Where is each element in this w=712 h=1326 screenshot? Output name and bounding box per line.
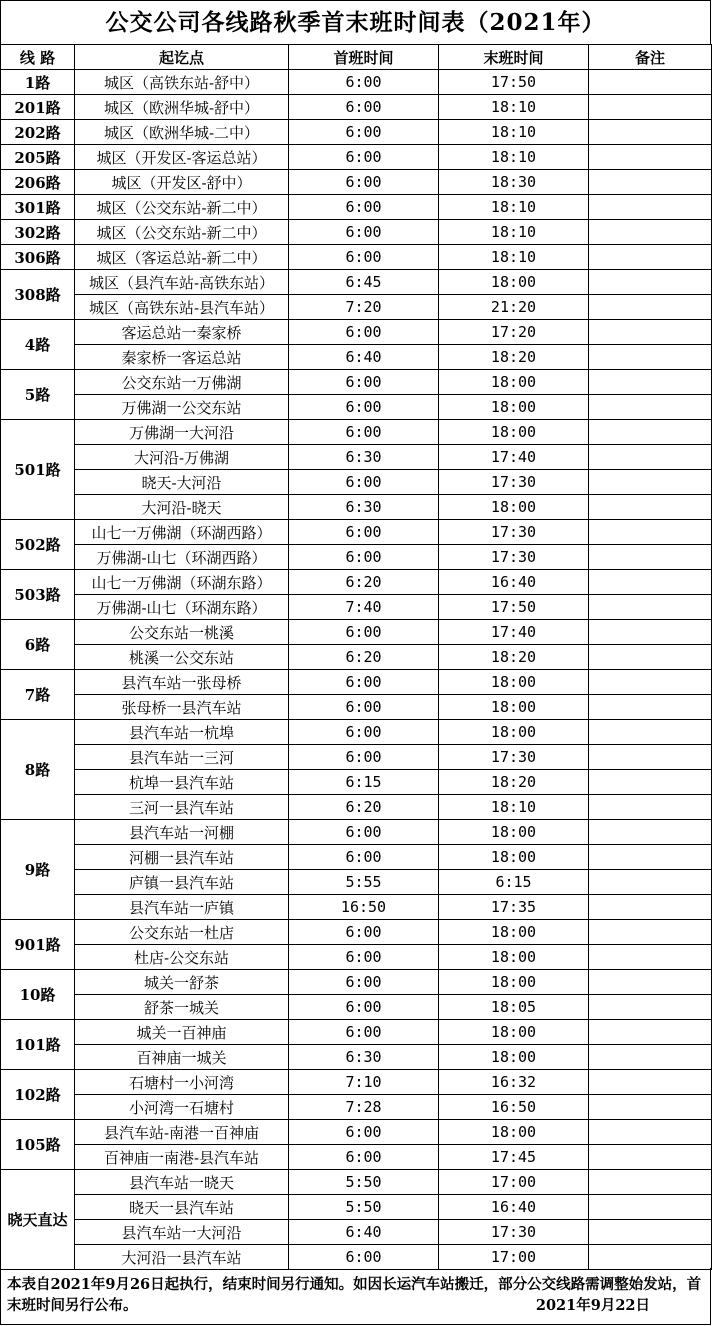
table-row (1, 995, 712, 1020)
note-cell (589, 1145, 712, 1170)
last-bus-cell: 18:10 (439, 145, 589, 170)
line-cell: 503路 (1, 570, 75, 620)
header-note: 备注 (589, 45, 712, 70)
last-bus-cell: 18:00 (439, 920, 589, 945)
last-bus-cell: 17:30 (439, 745, 589, 770)
last-bus-cell: 18:10 (439, 795, 589, 820)
route-cell: 舒茶一城关 (75, 995, 289, 1020)
note-cell (589, 320, 712, 345)
route-cell: 城区（欧洲华城-二中） (75, 120, 289, 145)
first-bus-cell: 6:00 (289, 320, 439, 345)
first-bus-cell: 6:20 (289, 795, 439, 820)
first-bus-cell: 6:00 (289, 1120, 439, 1145)
route-cell: 庐镇一县汽车站 (75, 870, 289, 895)
table-row (1, 345, 712, 370)
first-bus-cell: 6:15 (289, 770, 439, 795)
first-bus-cell: 6:00 (289, 995, 439, 1020)
line-cell: 206路 (1, 170, 75, 195)
last-bus-cell: 17:40 (439, 620, 589, 645)
first-bus-cell: 6:00 (289, 145, 439, 170)
note-cell (589, 345, 712, 370)
route-cell: 大河沿-晓天 (75, 495, 289, 520)
route-cell: 客运总站一秦家桥 (75, 320, 289, 345)
table-row (1, 70, 712, 95)
note-cell (589, 120, 712, 145)
note-cell (589, 795, 712, 820)
first-bus-cell: 6:00 (289, 120, 439, 145)
first-bus-cell: 6:00 (289, 695, 439, 720)
first-bus-cell: 7:28 (289, 1095, 439, 1120)
table-row (1, 195, 712, 220)
route-cell: 城区（公交东站-新二中） (75, 195, 289, 220)
last-bus-cell: 18:05 (439, 995, 589, 1020)
route-cell: 县汽车站一庐镇 (75, 895, 289, 920)
note-cell (589, 1120, 712, 1145)
table-row (1, 1245, 712, 1270)
first-bus-cell: 6:30 (289, 1045, 439, 1070)
last-bus-cell: 17:00 (439, 1245, 589, 1270)
line-cell: 302路 (1, 220, 75, 245)
first-bus-cell: 6:40 (289, 1220, 439, 1245)
note-cell (589, 70, 712, 95)
last-bus-cell: 18:00 (439, 1045, 589, 1070)
note-cell (589, 545, 712, 570)
header-last-bus: 末班时间 (439, 45, 589, 70)
line-cell: 202路 (1, 120, 75, 145)
route-cell: 秦家桥一客运总站 (75, 345, 289, 370)
route-cell: 山七一万佛湖（环湖东路） (75, 570, 289, 595)
table-row (1, 670, 712, 695)
route-cell: 公交东站一杜店 (75, 920, 289, 945)
line-cell: 502路 (1, 520, 75, 570)
header-route: 起讫点 (75, 45, 289, 70)
note-cell (589, 295, 712, 320)
footer-note (0, 1268, 711, 1325)
table-row (1, 295, 712, 320)
table-row (1, 220, 712, 245)
table-row (1, 370, 712, 395)
table-row (1, 1145, 712, 1170)
last-bus-cell: 18:00 (439, 970, 589, 995)
last-bus-cell: 6:15 (439, 870, 589, 895)
route-cell: 山七一万佛湖（环湖西路） (75, 520, 289, 545)
last-bus-cell: 18:00 (439, 395, 589, 420)
first-bus-cell: 6:00 (289, 195, 439, 220)
table-row (1, 895, 712, 920)
note-cell (589, 195, 712, 220)
last-bus-cell: 17:30 (439, 470, 589, 495)
header-line: 线 路 (1, 45, 75, 70)
route-cell: 县汽车站-南港一百神庙 (75, 1120, 289, 1145)
note-cell (589, 245, 712, 270)
note-cell (589, 445, 712, 470)
last-bus-cell: 18:00 (439, 695, 589, 720)
note-cell (589, 470, 712, 495)
note-cell (589, 395, 712, 420)
note-cell (589, 520, 712, 545)
last-bus-cell: 18:10 (439, 195, 589, 220)
first-bus-cell: 6:00 (289, 170, 439, 195)
first-bus-cell: 7:20 (289, 295, 439, 320)
first-bus-cell: 5:50 (289, 1170, 439, 1195)
last-bus-cell: 18:00 (439, 845, 589, 870)
table-row (1, 545, 712, 570)
route-cell: 县汽车站一大河沿 (75, 1220, 289, 1245)
route-cell: 杜店-公交东站 (75, 945, 289, 970)
route-cell: 城区（客运总站-新二中） (75, 245, 289, 270)
last-bus-cell: 17:30 (439, 1220, 589, 1245)
note-cell (589, 370, 712, 395)
line-cell: 901路 (1, 920, 75, 970)
note-cell (589, 695, 712, 720)
last-bus-cell: 17:30 (439, 520, 589, 545)
note-cell (589, 1220, 712, 1245)
table-row (1, 170, 712, 195)
header-first-bus: 首班时间 (289, 45, 439, 70)
route-cell: 城区（高铁东站-舒中） (75, 70, 289, 95)
timetable (0, 44, 712, 1270)
table-row (1, 870, 712, 895)
footer-notice: 本表自2021年9月26日起执行，结束时间另行通知。如因长运汽车站搬迁，部分公交线路需调整始发站，首末班时间另行公布。 (7, 1276, 702, 1314)
table-row (1, 1020, 712, 1045)
last-bus-cell: 18:00 (439, 945, 589, 970)
last-bus-cell: 17:00 (439, 1170, 589, 1195)
first-bus-cell: 6:00 (289, 220, 439, 245)
route-cell: 城区（开发区-客运总站） (75, 145, 289, 170)
last-bus-cell: 18:10 (439, 120, 589, 145)
table-row (1, 95, 712, 120)
last-bus-cell: 18:00 (439, 420, 589, 445)
last-bus-cell: 17:50 (439, 70, 589, 95)
line-cell: 102路 (1, 1070, 75, 1120)
first-bus-cell: 6:00 (289, 945, 439, 970)
note-cell (589, 170, 712, 195)
first-bus-cell: 6:00 (289, 370, 439, 395)
first-bus-cell: 6:00 (289, 470, 439, 495)
note-cell (589, 870, 712, 895)
note-cell (589, 770, 712, 795)
line-cell: 8路 (1, 720, 75, 820)
route-cell: 晓天一县汽车站 (75, 1195, 289, 1220)
first-bus-cell: 6:20 (289, 570, 439, 595)
last-bus-cell: 16:40 (439, 1195, 589, 1220)
note-cell (589, 420, 712, 445)
first-bus-cell: 6:00 (289, 845, 439, 870)
note-cell (589, 945, 712, 970)
header-row (1, 45, 712, 70)
table-row (1, 270, 712, 295)
table-row (1, 745, 712, 770)
note-cell (589, 1070, 712, 1095)
note-cell (589, 1020, 712, 1045)
first-bus-cell: 6:00 (289, 70, 439, 95)
route-cell: 万佛湖-山七（环湖东路） (75, 595, 289, 620)
first-bus-cell: 6:00 (289, 395, 439, 420)
first-bus-cell: 6:00 (289, 520, 439, 545)
line-cell: 308路 (1, 270, 75, 320)
table-row (1, 720, 712, 745)
page-title: 公交公司各线路秋季首末班时间表（2021年） (0, 0, 711, 44)
table-row (1, 945, 712, 970)
table-row (1, 1120, 712, 1145)
last-bus-cell: 17:20 (439, 320, 589, 345)
first-bus-cell: 6:00 (289, 1145, 439, 1170)
table-row (1, 1170, 712, 1195)
route-cell: 公交东站一万佛湖 (75, 370, 289, 395)
table-row (1, 695, 712, 720)
line-cell: 105路 (1, 1120, 75, 1170)
route-cell: 城区（公交东站-新二中） (75, 220, 289, 245)
route-cell: 城区（开发区-舒中） (75, 170, 289, 195)
note-cell (589, 1095, 712, 1120)
table-row (1, 1195, 712, 1220)
note-cell (589, 645, 712, 670)
note-cell (589, 1045, 712, 1070)
last-bus-cell: 18:00 (439, 270, 589, 295)
first-bus-cell: 6:30 (289, 445, 439, 470)
line-cell: 501路 (1, 420, 75, 520)
table-row (1, 620, 712, 645)
route-cell: 杭埠一县汽车站 (75, 770, 289, 795)
line-cell: 205路 (1, 145, 75, 170)
table-row (1, 845, 712, 870)
note-cell (589, 970, 712, 995)
line-cell: 10路 (1, 970, 75, 1020)
first-bus-cell: 6:00 (289, 545, 439, 570)
route-cell: 百神庙一南港-县汽车站 (75, 1145, 289, 1170)
line-cell: 201路 (1, 95, 75, 120)
line-cell: 5路 (1, 370, 75, 420)
last-bus-cell: 18:00 (439, 495, 589, 520)
note-cell (589, 95, 712, 120)
first-bus-cell: 6:20 (289, 645, 439, 670)
note-cell (589, 920, 712, 945)
note-cell (589, 845, 712, 870)
line-cell: 101路 (1, 1020, 75, 1070)
route-cell: 县汽车站一张母桥 (75, 670, 289, 695)
line-cell: 306路 (1, 245, 75, 270)
table-row (1, 770, 712, 795)
table-row (1, 520, 712, 545)
table-row (1, 1220, 712, 1245)
line-cell: 7路 (1, 670, 75, 720)
route-cell: 城关一百神庙 (75, 1020, 289, 1045)
first-bus-cell: 6:00 (289, 670, 439, 695)
first-bus-cell: 6:00 (289, 1020, 439, 1045)
note-cell (589, 595, 712, 620)
first-bus-cell: 6:00 (289, 720, 439, 745)
route-cell: 县汽车站一晓天 (75, 1170, 289, 1195)
table-row (1, 320, 712, 345)
route-cell: 大河沿一县汽车站 (75, 1245, 289, 1270)
last-bus-cell: 16:40 (439, 570, 589, 595)
last-bus-cell: 18:20 (439, 645, 589, 670)
first-bus-cell: 6:00 (289, 245, 439, 270)
route-cell: 城区（欧洲华城-舒中） (75, 95, 289, 120)
line-cell: 晓天直达 (1, 1170, 75, 1270)
note-cell (589, 745, 712, 770)
note-cell (589, 1170, 712, 1195)
last-bus-cell: 18:00 (439, 1020, 589, 1045)
last-bus-cell: 18:10 (439, 245, 589, 270)
table-row (1, 445, 712, 470)
first-bus-cell: 7:40 (289, 595, 439, 620)
last-bus-cell: 21:20 (439, 295, 589, 320)
note-cell (589, 820, 712, 845)
note-cell (589, 670, 712, 695)
table-row (1, 1045, 712, 1070)
last-bus-cell: 17:30 (439, 545, 589, 570)
last-bus-cell: 18:30 (439, 170, 589, 195)
route-cell: 县汽车站一杭埠 (75, 720, 289, 745)
last-bus-cell: 18:10 (439, 220, 589, 245)
timetable-body (1, 70, 712, 1270)
route-cell: 城关一舒茶 (75, 970, 289, 995)
line-cell: 1路 (1, 70, 75, 95)
route-cell: 公交东站一桃溪 (75, 620, 289, 645)
table-row (1, 470, 712, 495)
last-bus-cell: 17:50 (439, 595, 589, 620)
note-cell (589, 720, 712, 745)
table-row (1, 570, 712, 595)
first-bus-cell: 7:10 (289, 1070, 439, 1095)
last-bus-cell: 18:00 (439, 1120, 589, 1145)
first-bus-cell: 16:50 (289, 895, 439, 920)
table-row (1, 645, 712, 670)
table-row (1, 495, 712, 520)
last-bus-cell: 18:00 (439, 720, 589, 745)
note-cell (589, 1195, 712, 1220)
first-bus-cell: 6:00 (289, 970, 439, 995)
last-bus-cell: 18:00 (439, 820, 589, 845)
note-cell (589, 1245, 712, 1270)
route-cell: 城区（高铁东站-县汽车站） (75, 295, 289, 320)
last-bus-cell: 16:32 (439, 1070, 589, 1095)
route-cell: 大河沿-万佛湖 (75, 445, 289, 470)
first-bus-cell: 5:50 (289, 1195, 439, 1220)
first-bus-cell: 6:00 (289, 420, 439, 445)
route-cell: 三河一县汽车站 (75, 795, 289, 820)
route-cell: 万佛湖一大河沿 (75, 420, 289, 445)
last-bus-cell: 16:50 (439, 1095, 589, 1120)
note-cell (589, 995, 712, 1020)
line-cell: 6路 (1, 620, 75, 670)
last-bus-cell: 18:00 (439, 370, 589, 395)
note-cell (589, 220, 712, 245)
first-bus-cell: 5:55 (289, 870, 439, 895)
first-bus-cell: 6:40 (289, 345, 439, 370)
line-cell: 4路 (1, 320, 75, 370)
table-row (1, 1070, 712, 1095)
table-row (1, 145, 712, 170)
table-row (1, 970, 712, 995)
route-cell: 桃溪一公交东站 (75, 645, 289, 670)
table-row (1, 245, 712, 270)
table-row (1, 820, 712, 845)
last-bus-cell: 18:20 (439, 770, 589, 795)
route-cell: 河棚一县汽车站 (75, 845, 289, 870)
note-cell (589, 270, 712, 295)
line-cell: 301路 (1, 195, 75, 220)
first-bus-cell: 6:00 (289, 820, 439, 845)
footer-date: 2021年9月22日 (535, 1297, 650, 1314)
last-bus-cell: 18:00 (439, 670, 589, 695)
first-bus-cell: 6:00 (289, 1245, 439, 1270)
first-bus-cell: 6:45 (289, 270, 439, 295)
table-row (1, 120, 712, 145)
table-row (1, 1095, 712, 1120)
route-cell: 张母桥一县汽车站 (75, 695, 289, 720)
note-cell (589, 620, 712, 645)
last-bus-cell: 18:10 (439, 95, 589, 120)
first-bus-cell: 6:00 (289, 95, 439, 120)
table-row (1, 595, 712, 620)
route-cell: 县汽车站一河棚 (75, 820, 289, 845)
first-bus-cell: 6:00 (289, 745, 439, 770)
table-row (1, 395, 712, 420)
route-cell: 小河湾一石塘村 (75, 1095, 289, 1120)
last-bus-cell: 17:45 (439, 1145, 589, 1170)
table-row (1, 420, 712, 445)
table-row (1, 920, 712, 945)
note-cell (589, 495, 712, 520)
note-cell (589, 145, 712, 170)
first-bus-cell: 6:00 (289, 620, 439, 645)
note-cell (589, 570, 712, 595)
route-cell: 石塘村一小河湾 (75, 1070, 289, 1095)
route-cell: 县汽车站一三河 (75, 745, 289, 770)
last-bus-cell: 17:35 (439, 895, 589, 920)
last-bus-cell: 18:20 (439, 345, 589, 370)
first-bus-cell: 6:00 (289, 920, 439, 945)
route-cell: 万佛湖一公交东站 (75, 395, 289, 420)
route-cell: 百神庙一城关 (75, 1045, 289, 1070)
route-cell: 万佛湖-山七（环湖西路） (75, 545, 289, 570)
line-cell: 9路 (1, 820, 75, 920)
first-bus-cell: 6:30 (289, 495, 439, 520)
table-row (1, 795, 712, 820)
route-cell: 晓天-大河沿 (75, 470, 289, 495)
last-bus-cell: 17:40 (439, 445, 589, 470)
note-cell (589, 895, 712, 920)
route-cell: 城区（县汽车站-高铁东站） (75, 270, 289, 295)
